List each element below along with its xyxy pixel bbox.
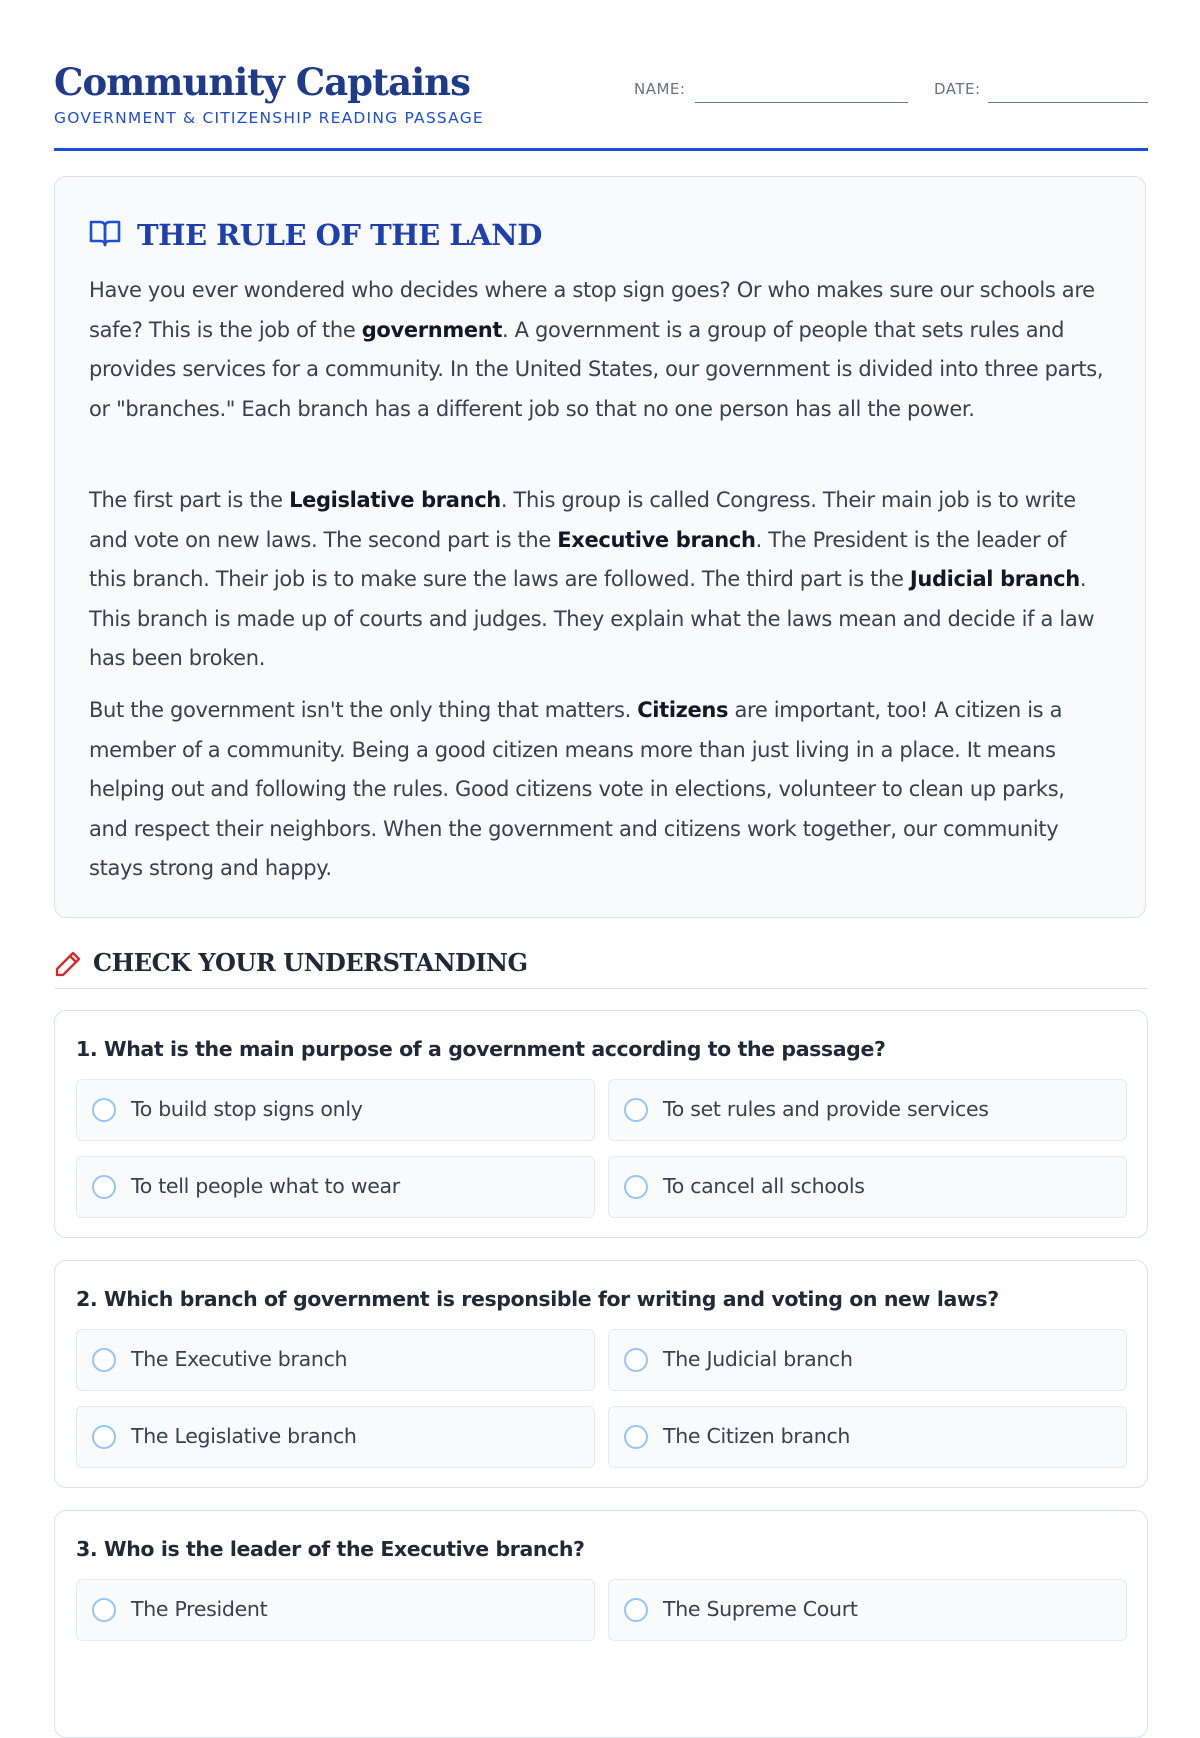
answer-option[interactable] [76, 1079, 595, 1141]
option-label: The Judicial branch [663, 1347, 853, 1371]
name-line[interactable] [695, 102, 908, 103]
radio-button[interactable] [92, 1348, 116, 1372]
option-label: To build stop signs only [131, 1097, 363, 1121]
date-line[interactable] [988, 102, 1148, 103]
name-field [634, 80, 685, 98]
radio-button[interactable] [624, 1598, 648, 1622]
radio-button[interactable] [92, 1425, 116, 1449]
reading-passage [54, 176, 1146, 918]
question-text: 1. What is the main purpose of a government according to the passage? [76, 1037, 886, 1061]
keyword-citizens: Citizens [637, 698, 729, 722]
question-text: 3. Who is the leader of the Executive branch? [76, 1537, 585, 1561]
option-label: The Legislative branch [131, 1424, 357, 1448]
passage-paragraph-1 [89, 271, 1109, 429]
passage-paragraph-2 [89, 481, 1109, 679]
question-card-3 [54, 1510, 1148, 1738]
answer-option[interactable] [76, 1406, 595, 1468]
radio-button[interactable] [624, 1175, 648, 1199]
radio-button[interactable] [92, 1598, 116, 1622]
answer-option[interactable] [76, 1579, 595, 1641]
text-run: But the government isn't the only thing that matters. [89, 698, 638, 722]
radio-button[interactable] [92, 1175, 116, 1199]
keyword-legislative: Legislative branch [289, 488, 501, 512]
text-run: are important, too! A citizen is a member of a community. Being a good citizen means more than just living in a place. It means helping out and following the rules. Good citizens vote in elections, volunteer to clean up parks, and respect their neighbors. When the government and citizens work together, our community stays strong and happy. [89, 698, 1065, 880]
worksheet-title: Community Captains [54, 60, 470, 104]
keyword-executive: Executive branch [557, 527, 756, 552]
text-run: Have you ever wondered who decides where a stop sign goes? Or who makes sure our schools are safe? This is the job of the [89, 278, 1095, 342]
answer-option[interactable] [608, 1329, 1127, 1391]
text-run: . A government is a group of people that sets rules and provides services for a community. In the United States, our government is divided into three parts, or "branches." Each branch has a different job so that no one person has all the power. [89, 317, 1104, 421]
option-label: To tell people what to wear [131, 1174, 400, 1198]
option-label: To set rules and provide services [663, 1097, 989, 1121]
radio-button[interactable] [624, 1098, 648, 1122]
answer-option[interactable] [608, 1406, 1127, 1468]
option-label: The President [131, 1597, 268, 1621]
check-understanding-heading [54, 948, 1148, 989]
answer-option[interactable] [76, 1329, 595, 1391]
check-understanding-title: CHECK YOUR UNDERSTANDING [93, 948, 528, 977]
question-card-1 [54, 1010, 1148, 1238]
worksheet-header [54, 58, 1148, 151]
worksheet-subtitle: GOVERNMENT & CITIZENSHIP READING PASSAGE [54, 109, 484, 127]
option-label: The Supreme Court [663, 1597, 858, 1621]
passage-paragraph-3 [89, 691, 1109, 889]
keyword-government: government [361, 317, 503, 342]
option-label: To cancel all schools [663, 1174, 865, 1198]
option-label: The Citizen branch [663, 1424, 851, 1448]
keyword-judicial: Judicial branch [909, 567, 1080, 591]
date-label: DATE: [934, 80, 981, 98]
answer-option[interactable] [608, 1579, 1127, 1641]
question-text: 2. Which branch of government is responsible for writing and voting on new laws? [76, 1287, 999, 1311]
text-run: . This group is called Congress. Their main job is to write and vote on new laws. The second part is the [89, 488, 1076, 552]
pencil-icon [54, 950, 82, 978]
answer-option[interactable] [76, 1156, 595, 1218]
book-icon [89, 219, 121, 247]
radio-button[interactable] [92, 1098, 116, 1122]
answer-option[interactable] [608, 1079, 1127, 1141]
answer-option[interactable] [608, 1156, 1127, 1218]
passage-title: THE RULE OF THE LAND [137, 218, 542, 252]
text-run: . The President is the leader of this branch. Their job is to make sure the laws are followed. The third part is the [89, 527, 1067, 591]
text-run: The first part is the [89, 488, 290, 512]
radio-button[interactable] [624, 1425, 648, 1449]
text-run: . This branch is made up of courts and judges. They explain what the laws mean and decide if a law has been broken. [89, 567, 1095, 670]
date-field [934, 80, 981, 98]
radio-button[interactable] [624, 1348, 648, 1372]
question-card-2 [54, 1260, 1148, 1488]
option-label: The Executive branch [131, 1347, 348, 1371]
name-label: NAME: [634, 80, 686, 98]
